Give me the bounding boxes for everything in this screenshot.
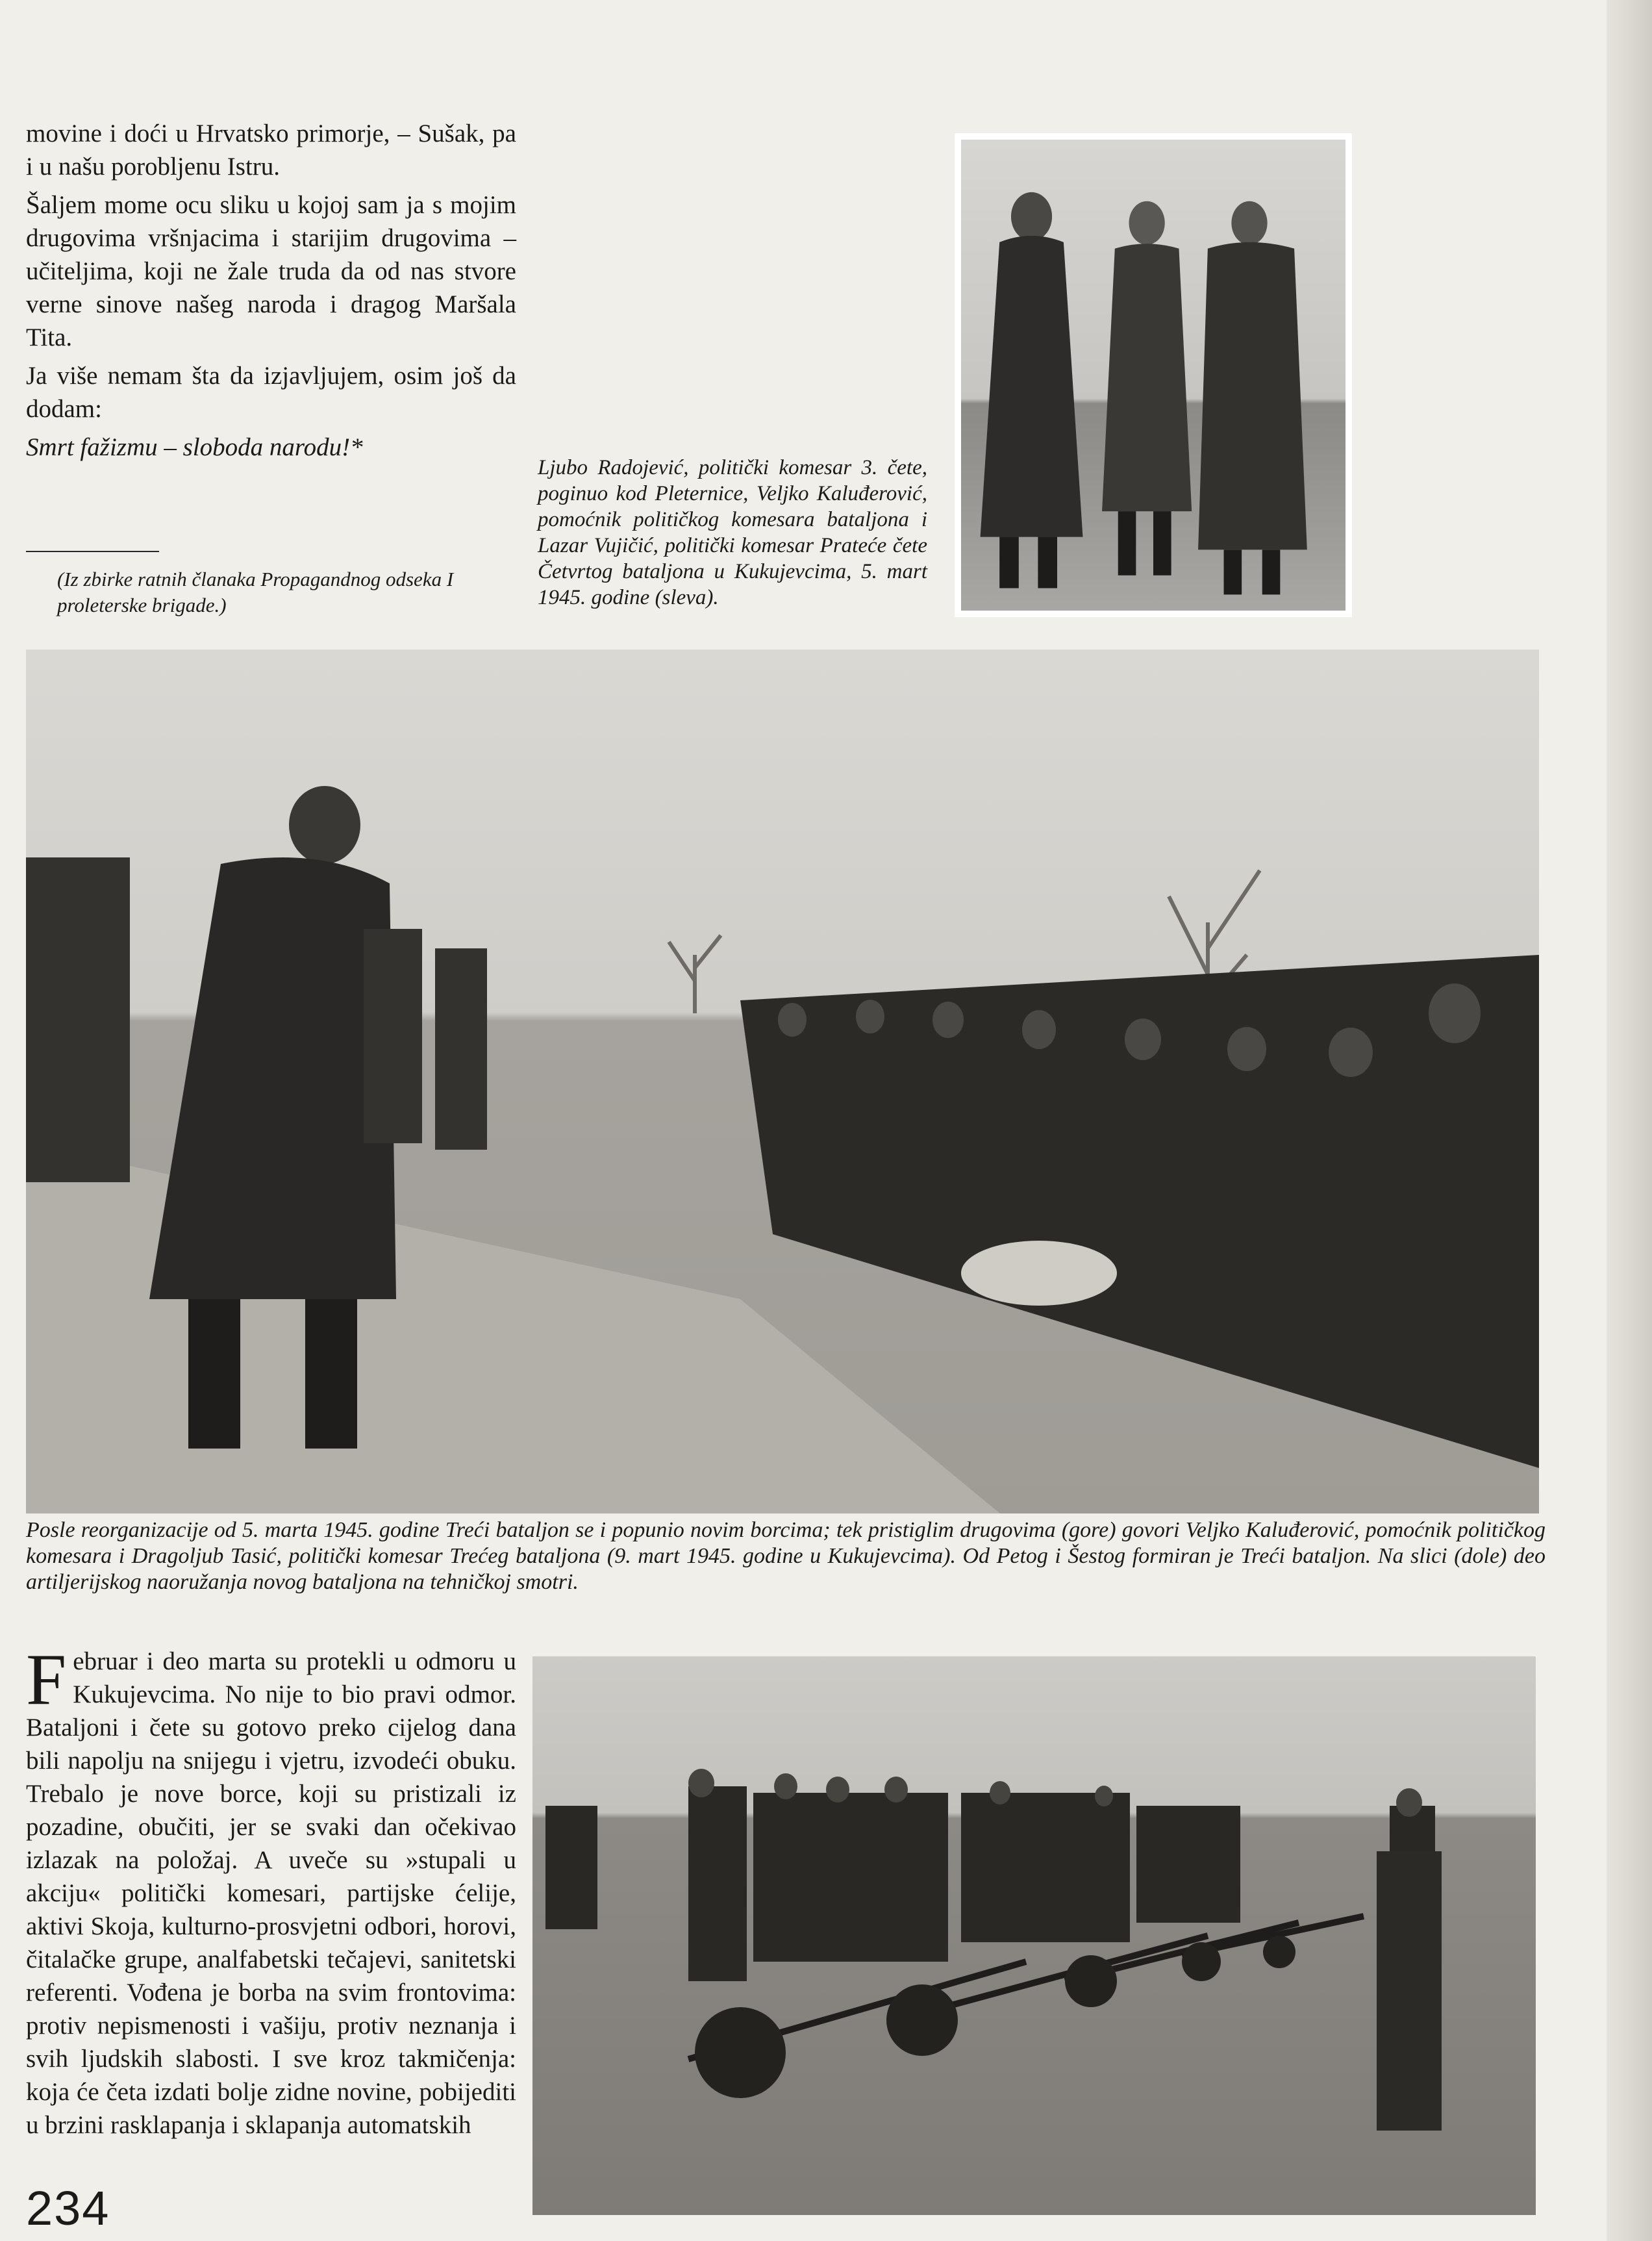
photo-battalion-assembly — [26, 650, 1539, 1513]
page-edge-shadow — [1607, 0, 1652, 2241]
caption-commissars: Ljubo Radojević, politički komesar 3. čete, poginuo kod Pleternice, Veljko Kaluđerović, pomoćnik političkog komesara bataljona i Lazar Vujičić, politički komesar Prateće čete Četvrtog bataljona u Kukujevcima, 5. mart 1945. godine (sleva). — [538, 456, 927, 609]
photo-three-commissars — [955, 133, 1352, 617]
source-note: (Iz zbirke ratnih članaka Propagandnog odseka I proleterske brigade.) — [57, 568, 454, 616]
photo-commissars-graphic — [961, 140, 1345, 611]
drop-cap: F — [26, 1640, 67, 1720]
intro-closing-slogan: Smrt fažizmu – sloboda narodu!* — [26, 433, 363, 461]
body-text-column — [26, 1640, 516, 2142]
photo-assembly-graphic — [26, 650, 1539, 1513]
photo-artillery-graphic — [532, 1656, 1536, 2215]
photo-artillery-inspection — [532, 1656, 1536, 2215]
caption-main: Posle reorganizacije od 5. marta 1945. godine Treći bataljon se i popunio novim borcima; tek pristiglim drugovima (gore) govori Veljko Kaluđerović, pomoćnik političkog komesara i Dragoljub Tasić, politički komesar Trećeg bataljona (9. mart 1945. godine u Kukujevcima). Od Petog i Šestog formiran je Treći bataljon. Na slici (dole) deo artiljerijskog naoružanja novog bataljona na tehničkoj smotri. — [26, 1518, 1546, 1594]
intro-paragraph-1: movine i doći u Hrvatsko primorje, – Sušak, pa i u našu porobljenu Istru. — [26, 120, 516, 181]
body-paragraph: ebruar i deo marta su protekli u odmoru u Kukujevcima. No nije to bio pravi odmor. Bataljoni i čete su gotovo preko cijelog dana bili napolju na snijegu i vjetru, izvodeći obuku. Trebalo je nove borce, koji su pristizali iz pozadine, obučiti, jer se svaki dan očekivao izlazak na položaj. A uveče su »stupali u akciju« politički komesari, partijske ćelije, aktivi Skoja, kulturno-prosvjetni odbori, horovi, čitalačke grupe, analfabetski tečajevi, sanitetski referenti. Vođena je borba na svim frontovima: protiv nepismenosti i vašiju, protiv neznanja i svih ljudskih slabosti. I sve kroz takmičenja: koja će četa izdati bolje zidne novine, pobijediti u brzini rasklapanja i sklapanja automatskih — [26, 1647, 516, 2139]
intro-paragraph-2: Šaljem mome ocu sliku u kojoj sam ja s mojim drugovima vršnjacima i starijim drugovima – učiteljima, koji ne žale truda da od nas stvore verne sinove našeg naroda i dragog Maršala Tita. — [26, 191, 516, 351]
footnote-divider — [26, 551, 159, 552]
intro-text-column — [26, 117, 516, 469]
intro-paragraph-3: Ja više nemam šta da izjavljujem, osim još da dodam: — [26, 362, 516, 423]
page-number: 234 — [26, 2181, 110, 2235]
